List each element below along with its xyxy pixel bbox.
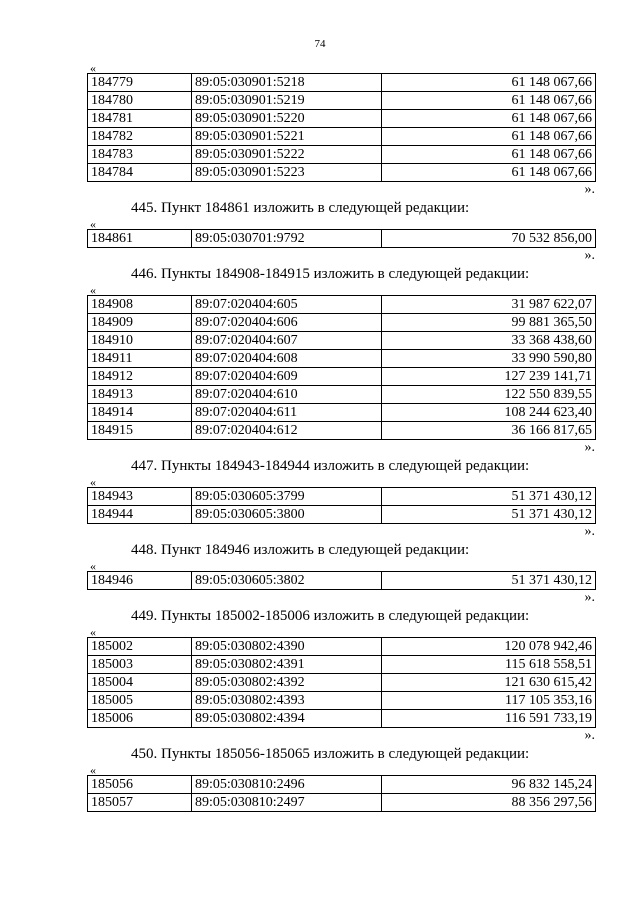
cadastral-number-cell: 89:07:020404:610 xyxy=(192,386,382,404)
item-number-cell: 184913 xyxy=(88,386,192,404)
open-quote: « xyxy=(90,559,96,573)
table-row xyxy=(88,572,596,590)
item-number-cell: 184915 xyxy=(88,422,192,440)
cadastral-table xyxy=(87,73,596,182)
table-row xyxy=(88,710,596,728)
value-cell: 31 987 622,07 xyxy=(382,296,596,314)
item-number-cell: 185057 xyxy=(88,794,192,812)
cadastral-number-cell: 89:05:030605:3799 xyxy=(192,488,382,506)
cadastral-number-cell: 89:05:030701:9792 xyxy=(192,230,382,248)
cadastral-number-cell: 89:05:030901:5220 xyxy=(192,110,382,128)
cadastral-number-cell: 89:05:030901:5223 xyxy=(192,164,382,182)
table-row xyxy=(88,422,596,440)
item-number-cell: 184861 xyxy=(88,230,192,248)
close-quote: ». xyxy=(584,728,595,743)
cadastral-number-cell: 89:07:020404:608 xyxy=(192,350,382,368)
section-heading: 447. Пункты 184943-184944 изложить в следующей редакции: xyxy=(131,458,530,474)
value-cell: 122 550 839,55 xyxy=(382,386,596,404)
cadastral-table xyxy=(87,637,596,728)
value-cell: 51 371 430,12 xyxy=(382,572,596,590)
open-quote: « xyxy=(90,625,96,639)
value-cell: 70 532 856,00 xyxy=(382,230,596,248)
cadastral-number-cell: 89:07:020404:612 xyxy=(192,422,382,440)
section-heading: 445. Пункт 184861 изложить в следующей редакции: xyxy=(131,200,470,216)
value-cell: 108 244 623,40 xyxy=(382,404,596,422)
item-number-cell: 184782 xyxy=(88,128,192,146)
table-row xyxy=(88,506,596,524)
cadastral-table xyxy=(87,571,596,590)
value-cell: 61 148 067,66 xyxy=(382,74,596,92)
close-quote: ». xyxy=(584,248,595,263)
value-cell: 96 832 145,24 xyxy=(382,776,596,794)
cadastral-number-cell: 89:05:030810:2497 xyxy=(192,794,382,812)
cadastral-number-cell: 89:07:020404:606 xyxy=(192,314,382,332)
table-row xyxy=(88,350,596,368)
cadastral-number-cell: 89:05:030901:5218 xyxy=(192,74,382,92)
value-cell: 33 368 438,60 xyxy=(382,332,596,350)
value-cell: 51 371 430,12 xyxy=(382,488,596,506)
item-number-cell: 185005 xyxy=(88,692,192,710)
value-cell: 127 239 141,71 xyxy=(382,368,596,386)
table-row xyxy=(88,296,596,314)
item-number-cell: 184910 xyxy=(88,332,192,350)
cadastral-table xyxy=(87,295,596,440)
cadastral-number-cell: 89:05:030802:4393 xyxy=(192,692,382,710)
value-cell: 51 371 430,12 xyxy=(382,506,596,524)
close-quote: ». xyxy=(584,440,595,455)
item-number-cell: 184944 xyxy=(88,506,192,524)
section-heading: 448. Пункт 184946 изложить в следующей редакции: xyxy=(131,542,470,558)
cadastral-number-cell: 89:05:030802:4394 xyxy=(192,710,382,728)
cadastral-table xyxy=(87,229,596,248)
page-number: 74 xyxy=(314,38,326,50)
value-cell: 88 356 297,56 xyxy=(382,794,596,812)
cadastral-number-cell: 89:05:030901:5219 xyxy=(192,92,382,110)
table-row xyxy=(88,146,596,164)
cadastral-number-cell: 89:07:020404:605 xyxy=(192,296,382,314)
item-number-cell: 185006 xyxy=(88,710,192,728)
table-row xyxy=(88,74,596,92)
value-cell: 61 148 067,66 xyxy=(382,92,596,110)
cadastral-number-cell: 89:05:030810:2496 xyxy=(192,776,382,794)
section-heading: 450. Пункты 185056-185065 изложить в следующей редакции: xyxy=(131,746,530,762)
table-row xyxy=(88,638,596,656)
document-body xyxy=(87,63,595,812)
item-number-cell: 185003 xyxy=(88,656,192,674)
table-row xyxy=(88,674,596,692)
value-cell: 61 148 067,66 xyxy=(382,146,596,164)
cadastral-number-cell: 89:05:030802:4390 xyxy=(192,638,382,656)
value-cell: 61 148 067,66 xyxy=(382,164,596,182)
table-row xyxy=(88,314,596,332)
table-row xyxy=(88,386,596,404)
section-heading: 446. Пункты 184908-184915 изложить в следующей редакции: xyxy=(131,266,530,282)
close-quote: ». xyxy=(584,182,595,197)
cadastral-number-cell: 89:05:030605:3800 xyxy=(192,506,382,524)
cadastral-number-cell: 89:05:030901:5221 xyxy=(192,128,382,146)
table-row xyxy=(88,776,596,794)
value-cell: 33 990 590,80 xyxy=(382,350,596,368)
close-quote: ». xyxy=(584,590,595,605)
item-number-cell: 184779 xyxy=(88,74,192,92)
cadastral-number-cell: 89:05:030802:4391 xyxy=(192,656,382,674)
item-number-cell: 184783 xyxy=(88,146,192,164)
item-number-cell: 184914 xyxy=(88,404,192,422)
open-quote: « xyxy=(90,217,96,231)
table-row xyxy=(88,488,596,506)
item-number-cell: 185002 xyxy=(88,638,192,656)
value-cell: 116 591 733,19 xyxy=(382,710,596,728)
table-row xyxy=(88,110,596,128)
value-cell: 120 078 942,46 xyxy=(382,638,596,656)
cadastral-table xyxy=(87,487,596,524)
item-number-cell: 184780 xyxy=(88,92,192,110)
cadastral-number-cell: 89:05:030901:5222 xyxy=(192,146,382,164)
table-row xyxy=(88,368,596,386)
item-number-cell: 184943 xyxy=(88,488,192,506)
cadastral-number-cell: 89:07:020404:611 xyxy=(192,404,382,422)
close-quote: ». xyxy=(584,524,595,539)
cadastral-number-cell: 89:07:020404:609 xyxy=(192,368,382,386)
open-quote: « xyxy=(90,283,96,297)
item-number-cell: 184912 xyxy=(88,368,192,386)
item-number-cell: 184781 xyxy=(88,110,192,128)
table-row xyxy=(88,128,596,146)
table-row xyxy=(88,404,596,422)
open-quote: « xyxy=(90,61,96,75)
table-row xyxy=(88,332,596,350)
cadastral-number-cell: 89:07:020404:607 xyxy=(192,332,382,350)
value-cell: 36 166 817,65 xyxy=(382,422,596,440)
item-number-cell: 185004 xyxy=(88,674,192,692)
item-number-cell: 184946 xyxy=(88,572,192,590)
cadastral-number-cell: 89:05:030802:4392 xyxy=(192,674,382,692)
value-cell: 121 630 615,42 xyxy=(382,674,596,692)
value-cell: 117 105 353,16 xyxy=(382,692,596,710)
table-row xyxy=(88,92,596,110)
table-row xyxy=(88,230,596,248)
value-cell: 61 148 067,66 xyxy=(382,128,596,146)
cadastral-table xyxy=(87,775,596,812)
table-row xyxy=(88,164,596,182)
item-number-cell: 184908 xyxy=(88,296,192,314)
value-cell: 61 148 067,66 xyxy=(382,110,596,128)
item-number-cell: 184784 xyxy=(88,164,192,182)
open-quote: « xyxy=(90,763,96,777)
item-number-cell: 184911 xyxy=(88,350,192,368)
section-heading: 449. Пункты 185002-185006 изложить в следующей редакции: xyxy=(131,608,530,624)
value-cell: 115 618 558,51 xyxy=(382,656,596,674)
table-row xyxy=(88,656,596,674)
cadastral-number-cell: 89:05:030605:3802 xyxy=(192,572,382,590)
item-number-cell: 185056 xyxy=(88,776,192,794)
item-number-cell: 184909 xyxy=(88,314,192,332)
open-quote: « xyxy=(90,475,96,489)
value-cell: 99 881 365,50 xyxy=(382,314,596,332)
table-row xyxy=(88,794,596,812)
table-row xyxy=(88,692,596,710)
